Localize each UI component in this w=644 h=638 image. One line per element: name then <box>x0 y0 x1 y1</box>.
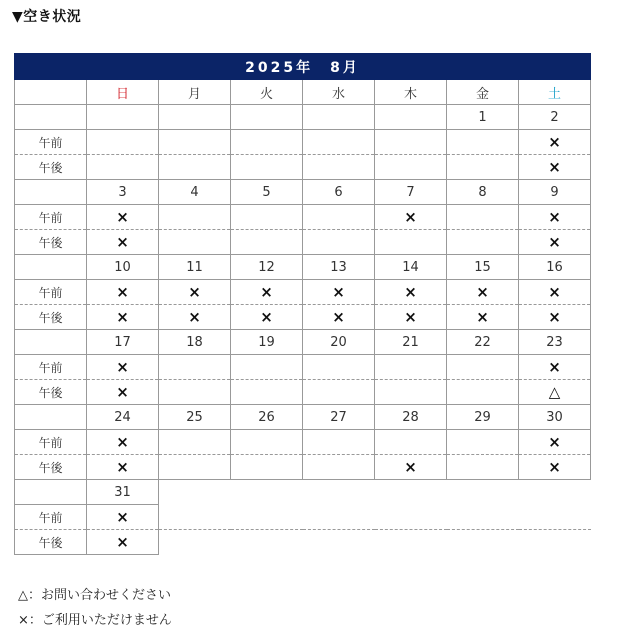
date-cell: 16 <box>519 255 591 280</box>
week-label-blank <box>15 105 87 130</box>
pm-availability-cell: × <box>519 155 591 180</box>
slot-label: 午前 <box>15 430 87 455</box>
pm-availability-cell: × <box>231 305 303 330</box>
pm-availability-cell <box>447 155 519 180</box>
date-cell: 31 <box>87 480 159 505</box>
empty-cell <box>375 480 447 505</box>
week-date-row <box>15 105 591 130</box>
date-cell: 10 <box>87 255 159 280</box>
pm-availability-cell <box>375 230 447 255</box>
day-header-thursday: 木 <box>375 80 447 105</box>
date-cell: 4 <box>159 180 231 205</box>
week-date-row <box>15 255 591 280</box>
am-availability-cell <box>303 205 375 230</box>
week-label-blank <box>15 330 87 355</box>
legend-cross: ×：ご利用いただけません <box>18 613 172 628</box>
date-cell: 17 <box>87 330 159 355</box>
week-date-row <box>15 405 591 430</box>
legend-triangle: △：お問い合わせください <box>18 588 171 603</box>
availability-calendar <box>14 53 591 555</box>
am-row <box>15 205 591 230</box>
date-cell: 20 <box>303 330 375 355</box>
week-label-blank <box>15 255 87 280</box>
am-availability-cell: × <box>519 280 591 305</box>
am-availability-cell: × <box>159 280 231 305</box>
date-cell <box>231 105 303 130</box>
pm-availability-cell <box>303 380 375 405</box>
empty-cell <box>519 530 591 555</box>
date-cell: 22 <box>447 330 519 355</box>
pm-availability-cell: × <box>159 305 231 330</box>
am-availability-cell <box>87 130 159 155</box>
day-header-monday: 月 <box>159 80 231 105</box>
am-availability-cell: × <box>231 280 303 305</box>
pm-availability-cell <box>159 455 231 480</box>
am-availability-cell: × <box>87 205 159 230</box>
date-cell: 27 <box>303 405 375 430</box>
pm-availability-cell <box>231 380 303 405</box>
empty-cell <box>159 530 231 555</box>
date-cell: 8 <box>447 180 519 205</box>
calendar-month-title: 2025年 8月 <box>15 54 591 80</box>
pm-availability-cell <box>303 155 375 180</box>
pm-availability-cell <box>447 455 519 480</box>
am-availability-cell <box>375 430 447 455</box>
am-availability-cell: × <box>519 430 591 455</box>
empty-cell <box>231 505 303 530</box>
slot-label: 午後 <box>15 230 87 255</box>
pm-availability-cell: × <box>519 230 591 255</box>
am-availability-cell <box>231 130 303 155</box>
empty-cell <box>231 480 303 505</box>
pm-availability-cell: × <box>519 305 591 330</box>
slot-label: 午前 <box>15 205 87 230</box>
pm-availability-cell <box>447 230 519 255</box>
am-availability-cell: × <box>519 355 591 380</box>
pm-availability-cell <box>231 155 303 180</box>
date-cell: 6 <box>303 180 375 205</box>
am-row <box>15 355 591 380</box>
date-cell <box>303 105 375 130</box>
slot-label: 午後 <box>15 155 87 180</box>
pm-availability-cell <box>375 380 447 405</box>
date-cell <box>87 105 159 130</box>
date-cell: 15 <box>447 255 519 280</box>
week-label-blank <box>15 405 87 430</box>
am-availability-cell: × <box>519 205 591 230</box>
slot-label: 午前 <box>15 280 87 305</box>
am-availability-cell <box>375 355 447 380</box>
empty-cell <box>447 530 519 555</box>
week-label-blank <box>15 180 87 205</box>
day-header-saturday: 土 <box>519 80 591 105</box>
am-availability-cell <box>447 430 519 455</box>
date-cell: 29 <box>447 405 519 430</box>
empty-cell <box>231 530 303 555</box>
empty-cell <box>303 505 375 530</box>
am-availability-cell <box>303 130 375 155</box>
pm-availability-cell: × <box>87 530 159 555</box>
am-availability-cell: × <box>375 280 447 305</box>
week-label-blank <box>15 480 87 505</box>
am-row <box>15 505 591 530</box>
am-availability-cell <box>159 205 231 230</box>
pm-availability-cell: △ <box>519 380 591 405</box>
day-header-tuesday: 火 <box>231 80 303 105</box>
empty-cell <box>159 505 231 530</box>
date-cell: 23 <box>519 330 591 355</box>
slot-label: 午後 <box>15 380 87 405</box>
pm-availability-cell <box>303 230 375 255</box>
am-row <box>15 280 591 305</box>
pm-availability-cell: × <box>375 305 447 330</box>
day-header-sunday: 日 <box>87 80 159 105</box>
slot-label: 午前 <box>15 355 87 380</box>
am-row <box>15 430 591 455</box>
date-cell: 5 <box>231 180 303 205</box>
date-cell: 24 <box>87 405 159 430</box>
empty-cell <box>447 505 519 530</box>
date-cell: 3 <box>87 180 159 205</box>
am-availability-cell: × <box>87 355 159 380</box>
pm-row <box>15 455 591 480</box>
pm-availability-cell: × <box>87 305 159 330</box>
empty-cell <box>375 530 447 555</box>
am-availability-cell: × <box>447 280 519 305</box>
date-cell: 25 <box>159 405 231 430</box>
empty-cell <box>159 480 231 505</box>
date-cell: 9 <box>519 180 591 205</box>
date-cell <box>375 105 447 130</box>
week-date-row <box>15 480 591 505</box>
slot-label: 午後 <box>15 305 87 330</box>
am-availability-cell: × <box>87 430 159 455</box>
slot-label: 午前 <box>15 505 87 530</box>
pm-availability-cell <box>375 155 447 180</box>
slot-label: 午後 <box>15 530 87 555</box>
date-cell: 2 <box>519 105 591 130</box>
am-availability-cell <box>231 355 303 380</box>
day-header-blank <box>15 80 87 105</box>
week-date-row <box>15 330 591 355</box>
empty-cell <box>447 480 519 505</box>
pm-availability-cell <box>303 455 375 480</box>
pm-availability-cell: × <box>447 305 519 330</box>
am-row <box>15 130 591 155</box>
day-header-friday: 金 <box>447 80 519 105</box>
date-cell: 26 <box>231 405 303 430</box>
am-availability-cell <box>231 430 303 455</box>
pm-row <box>15 380 591 405</box>
am-availability-cell: × <box>519 130 591 155</box>
date-cell: 30 <box>519 405 591 430</box>
empty-cell <box>303 530 375 555</box>
pm-availability-cell <box>87 155 159 180</box>
pm-row <box>15 305 591 330</box>
am-availability-cell: × <box>375 205 447 230</box>
empty-cell <box>375 505 447 530</box>
date-cell: 14 <box>375 255 447 280</box>
pm-row <box>15 530 591 555</box>
pm-availability-cell: × <box>87 230 159 255</box>
pm-availability-cell <box>159 380 231 405</box>
am-availability-cell <box>159 355 231 380</box>
am-availability-cell <box>159 130 231 155</box>
pm-availability-cell: × <box>303 305 375 330</box>
pm-availability-cell <box>231 455 303 480</box>
slot-label: 午後 <box>15 455 87 480</box>
pm-availability-cell: × <box>87 455 159 480</box>
day-header-wednesday: 水 <box>303 80 375 105</box>
date-cell: 28 <box>375 405 447 430</box>
date-cell: 13 <box>303 255 375 280</box>
am-availability-cell: × <box>87 280 159 305</box>
week-date-row <box>15 180 591 205</box>
pm-availability-cell <box>159 155 231 180</box>
am-availability-cell: × <box>87 505 159 530</box>
am-availability-cell <box>375 130 447 155</box>
am-availability-cell <box>159 430 231 455</box>
pm-row <box>15 155 591 180</box>
empty-cell <box>303 480 375 505</box>
date-cell: 1 <box>447 105 519 130</box>
empty-cell <box>519 480 591 505</box>
section-heading: ▼空き状況 <box>12 9 82 25</box>
slot-label: 午前 <box>15 130 87 155</box>
pm-availability-cell: × <box>87 380 159 405</box>
pm-row <box>15 230 591 255</box>
am-availability-cell <box>231 205 303 230</box>
empty-cell <box>519 505 591 530</box>
am-availability-cell <box>447 355 519 380</box>
am-availability-cell <box>303 430 375 455</box>
date-cell: 21 <box>375 330 447 355</box>
date-cell: 18 <box>159 330 231 355</box>
am-availability-cell: × <box>303 280 375 305</box>
am-availability-cell <box>303 355 375 380</box>
pm-availability-cell <box>159 230 231 255</box>
pm-availability-cell <box>447 380 519 405</box>
date-cell <box>159 105 231 130</box>
pm-availability-cell: × <box>519 455 591 480</box>
date-cell: 19 <box>231 330 303 355</box>
date-cell: 12 <box>231 255 303 280</box>
date-cell: 7 <box>375 180 447 205</box>
pm-availability-cell: × <box>375 455 447 480</box>
date-cell: 11 <box>159 255 231 280</box>
am-availability-cell <box>447 130 519 155</box>
pm-availability-cell <box>231 230 303 255</box>
am-availability-cell <box>447 205 519 230</box>
